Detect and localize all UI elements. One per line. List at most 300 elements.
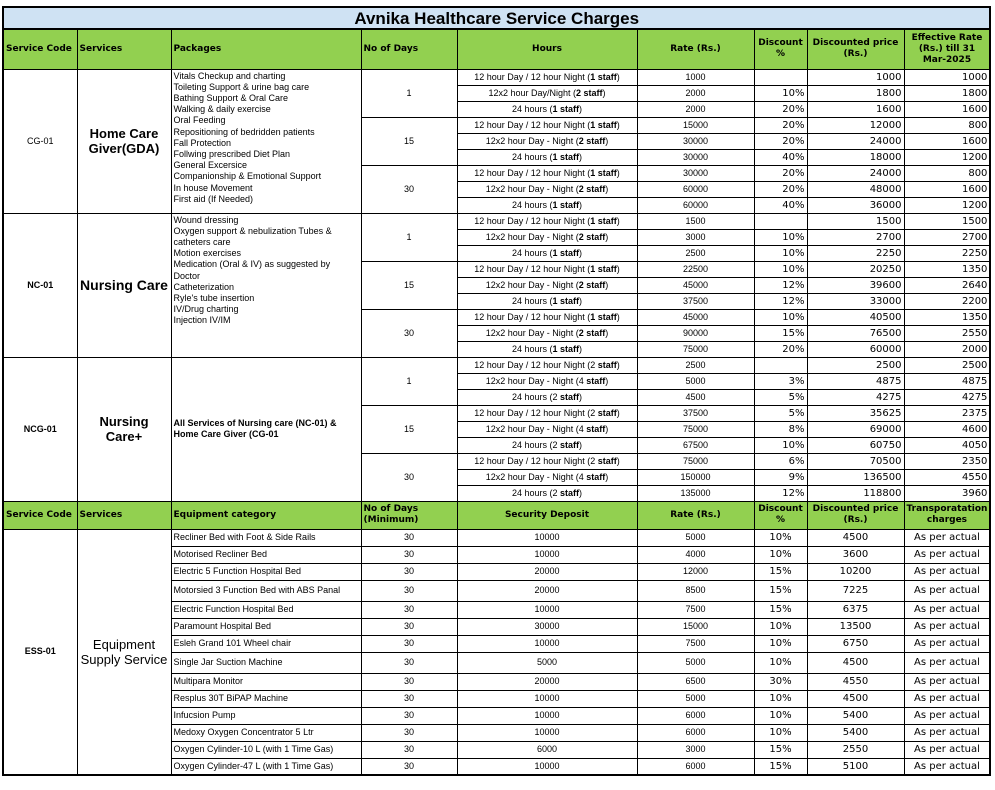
- equipment-category: Oxygen Cylinder-47 L (with 1 Time Gas): [171, 758, 361, 775]
- header-services: Services: [77, 29, 171, 69]
- package-item: Repositioning of bedridden patients: [173, 126, 315, 137]
- min-days: 30: [361, 741, 457, 758]
- hours-option: [457, 245, 637, 261]
- hours-option: [457, 405, 637, 421]
- effective-rate-value: 2000: [904, 341, 990, 357]
- discounted-price-value: 5400: [807, 724, 904, 741]
- header-hours: Hours: [457, 29, 637, 69]
- service-rate-row: [3, 357, 990, 373]
- equipment-category: Esleh Grand 101 Wheel chair: [171, 635, 361, 652]
- staff-label: staff: [583, 135, 606, 146]
- header-rate: Rate (Rs.): [637, 501, 754, 529]
- hours-option: [457, 213, 637, 229]
- header-discount: Discount %: [754, 29, 807, 69]
- min-days: 30: [361, 707, 457, 724]
- package-item: Companionship & Emotional Support: [173, 171, 322, 182]
- staff-label: staff: [583, 183, 606, 194]
- discounted-price-value: 2550: [807, 741, 904, 758]
- staff-count: 1: [590, 215, 596, 226]
- hours-option: [457, 149, 637, 165]
- rate-value: 7500: [637, 601, 754, 618]
- hours-text: 12x2 hour Day - Night (: [485, 279, 579, 290]
- hours-text: 12x2 hour Day - Night (: [485, 327, 579, 338]
- package-item: Oral Feeding: [173, 115, 226, 126]
- discounted-price-value: 33000: [807, 293, 904, 309]
- discount-value: 15%: [754, 741, 807, 758]
- discounted-price-value: 118800: [807, 485, 904, 501]
- staff-label: staff: [583, 279, 606, 290]
- rate-value: 1000: [637, 69, 754, 85]
- discount-value: 10%: [754, 85, 807, 101]
- discounted-price-value: 4275: [807, 389, 904, 405]
- discount-value: [754, 357, 807, 373]
- discount-value: [754, 213, 807, 229]
- min-days: 30: [361, 758, 457, 775]
- hours-close: ): [616, 71, 620, 82]
- package-item: Catheterization: [173, 281, 235, 292]
- transport-charges: As per actual: [904, 758, 990, 775]
- discount-value: 20%: [754, 133, 807, 149]
- equipment-category: Single Jar Suction Machine: [171, 652, 361, 673]
- transport-charges: As per actual: [904, 741, 990, 758]
- discount-value: 10%: [754, 618, 807, 635]
- staff-label: staff: [557, 487, 580, 498]
- hours-close: ): [579, 439, 583, 450]
- rate-value: 2000: [637, 101, 754, 117]
- equipment-category: Resplus 30T BiPAP Machine: [171, 690, 361, 707]
- discount-value: 10%: [754, 529, 807, 546]
- package-item: Ryle's tube insertion: [173, 292, 255, 303]
- effective-rate-value: 4275: [904, 389, 990, 405]
- package-item: In house Movement: [173, 182, 253, 193]
- staff-label: staff: [581, 87, 603, 98]
- hours-option: [457, 181, 637, 197]
- discounted-price-value: 39600: [807, 277, 904, 293]
- staff-label: staff: [595, 263, 617, 274]
- discount-value: 5%: [754, 389, 807, 405]
- no-of-days: 30: [361, 165, 457, 213]
- staff-count: 2: [578, 183, 584, 194]
- equipment-category: Medoxy Oxygen Concentrator 5 Ltr: [171, 724, 361, 741]
- service-name: Nursing Care+: [77, 357, 171, 501]
- min-days: 30: [361, 529, 457, 546]
- hours-text: 12x2 hour Day - Night (4: [485, 375, 584, 386]
- effective-rate-value: 2375: [904, 405, 990, 421]
- no-of-days: 1: [361, 213, 457, 261]
- hours-close: ): [602, 87, 606, 98]
- transport-charges: As per actual: [904, 618, 990, 635]
- min-days: 30: [361, 601, 457, 618]
- rate-value: 5000: [637, 652, 754, 673]
- staff-count: 1: [552, 295, 558, 306]
- discount-value: 9%: [754, 469, 807, 485]
- min-days: 30: [361, 635, 457, 652]
- transport-charges: As per actual: [904, 563, 990, 580]
- discount-value: 10%: [754, 546, 807, 563]
- transport-charges: As per actual: [904, 707, 990, 724]
- staff-label: staff: [583, 423, 606, 434]
- staff-count: 1: [590, 71, 596, 82]
- staff-count: 1: [552, 199, 558, 210]
- effective-rate-value: 2500: [904, 357, 990, 373]
- hours-text: 12x2 hour Day/Night (: [488, 87, 576, 98]
- rate-value: 15000: [637, 618, 754, 635]
- security-deposit: 10000: [457, 529, 637, 546]
- discount-value: 20%: [754, 165, 807, 181]
- rate-value: 45000: [637, 309, 754, 325]
- header-discounted-price: Discounted price (Rs.): [807, 501, 904, 529]
- min-days: 30: [361, 673, 457, 690]
- hours-option: [457, 325, 637, 341]
- rate-value: 6500: [637, 673, 754, 690]
- package-item: IV/Drug charting: [173, 304, 239, 315]
- transport-charges: As per actual: [904, 690, 990, 707]
- discounted-price-value: 20250: [807, 261, 904, 277]
- hours-close: ): [616, 455, 620, 466]
- transport-charges: As per actual: [904, 673, 990, 690]
- hours-text: 24 hours (: [511, 199, 553, 210]
- hours-text: 24 hours (: [511, 151, 553, 162]
- rate-value: 75000: [637, 453, 754, 469]
- discounted-price-value: 4500: [807, 652, 904, 673]
- hours-option: [457, 261, 637, 277]
- equipment-category: Electric Function Hospital Bed: [171, 601, 361, 618]
- service-name: Home Care Giver(GDA): [77, 69, 171, 213]
- effective-rate-value: 4550: [904, 469, 990, 485]
- header-discount: Discount %: [754, 501, 807, 529]
- hours-text: 12 hour Day / 12 hour Night (: [474, 311, 591, 322]
- rate-value: 7500: [637, 635, 754, 652]
- rate-value: 60000: [637, 197, 754, 213]
- header-services: Services: [77, 501, 171, 529]
- header-equipment-category: Equipment category: [171, 501, 361, 529]
- hours-option: [457, 293, 637, 309]
- hours-option: [457, 117, 637, 133]
- discounted-price-value: 18000: [807, 149, 904, 165]
- security-deposit: 10000: [457, 724, 637, 741]
- rate-value: 30000: [637, 165, 754, 181]
- package-item: Medication (Oral & IV) as suggested by Doctor: [173, 259, 331, 281]
- staff-label: staff: [595, 311, 617, 322]
- hours-text: 12 hour Day / 12 hour Night (: [474, 215, 591, 226]
- service-code: NC-01: [3, 213, 77, 357]
- equipment-category: Motorsied 3 Function Bed with ABS Panal: [171, 580, 361, 601]
- discount-value: 20%: [754, 341, 807, 357]
- security-deposit: 30000: [457, 618, 637, 635]
- security-deposit: 10000: [457, 546, 637, 563]
- package-item: Toileting Support & urine bag care: [173, 81, 310, 92]
- discount-value: 20%: [754, 181, 807, 197]
- staff-label: staff: [583, 231, 606, 242]
- rate-value: 37500: [637, 293, 754, 309]
- effective-rate-value: 800: [904, 165, 990, 181]
- hours-option: [457, 341, 637, 357]
- package-item: Injection IV/IM: [173, 315, 231, 326]
- staff-count: 2: [578, 279, 584, 290]
- discounted-price-value: 48000: [807, 181, 904, 197]
- discount-value: 12%: [754, 485, 807, 501]
- hours-option: [457, 309, 637, 325]
- package-item: Wound dressing: [173, 214, 239, 225]
- hours-text: 24 hours (: [511, 295, 553, 306]
- no-of-days: 30: [361, 309, 457, 357]
- transport-charges: As per actual: [904, 601, 990, 618]
- hours-close: ): [605, 231, 609, 242]
- discounted-price-value: 1500: [807, 213, 904, 229]
- hours-option: [457, 437, 637, 453]
- package-list: [171, 69, 361, 213]
- discounted-price-value: 4500: [807, 529, 904, 546]
- rate-value: 3000: [637, 229, 754, 245]
- hours-text: 12 hour Day / 12 hour Night (2: [474, 455, 596, 466]
- discounted-price-value: 1600: [807, 101, 904, 117]
- staff-count: 1: [552, 343, 558, 354]
- equipment-header-row: [3, 501, 990, 529]
- no-of-days: 15: [361, 405, 457, 453]
- staff-count: 1: [590, 119, 596, 130]
- hours-close: ): [579, 343, 583, 354]
- hours-option: [457, 133, 637, 149]
- header-no-of-days: No of Days: [361, 29, 457, 69]
- security-deposit: 10000: [457, 758, 637, 775]
- hours-close: ): [579, 295, 583, 306]
- effective-rate-value: 800: [904, 117, 990, 133]
- staff-label: staff: [557, 247, 580, 258]
- service-code: CG-01: [3, 69, 77, 213]
- staff-count: 2: [578, 231, 584, 242]
- header-rate: Rate (Rs.): [637, 29, 754, 69]
- transport-charges: As per actual: [904, 652, 990, 673]
- package-item: Follwing prescribed Diet Plan: [173, 148, 291, 159]
- hours-text: 24 hours (: [511, 247, 553, 258]
- effective-rate-value: 2550: [904, 325, 990, 341]
- staff-label: staff: [557, 199, 580, 210]
- hours-option: [457, 421, 637, 437]
- hours-close: ): [579, 391, 583, 402]
- discounted-price-value: 2500: [807, 357, 904, 373]
- staff-count: 1: [590, 311, 596, 322]
- rate-value: 30000: [637, 133, 754, 149]
- hours-text: 12 hour Day / 12 hour Night (2: [474, 407, 596, 418]
- transport-charges: As per actual: [904, 546, 990, 563]
- discounted-price-value: 24000: [807, 165, 904, 181]
- staff-count: 1: [552, 103, 558, 114]
- transport-charges: As per actual: [904, 580, 990, 601]
- effective-rate-value: 1600: [904, 181, 990, 197]
- hours-close: ): [605, 327, 609, 338]
- hours-option: [457, 229, 637, 245]
- staff-count: 1: [552, 247, 558, 258]
- effective-rate-value: 1350: [904, 309, 990, 325]
- hours-text: 24 hours (2: [511, 487, 558, 498]
- discount-value: 10%: [754, 635, 807, 652]
- discount-value: 6%: [754, 453, 807, 469]
- header-security-deposit: Security Deposit: [457, 501, 637, 529]
- hours-text: 24 hours (: [511, 103, 553, 114]
- staff-label: staff: [583, 327, 606, 338]
- header-transport-charges: Transporatation charges: [904, 501, 990, 529]
- rate-value: 2500: [637, 357, 754, 373]
- effective-rate-value: 1600: [904, 101, 990, 117]
- discount-value: 3%: [754, 373, 807, 389]
- header-discounted-price: Discounted price (Rs.): [807, 29, 904, 69]
- rate-value: 37500: [637, 405, 754, 421]
- no-of-days: 1: [361, 357, 457, 405]
- discount-value: 40%: [754, 197, 807, 213]
- header-min-days: No of Days (Minimum): [361, 501, 457, 529]
- staff-label: staff: [557, 343, 580, 354]
- rate-value: 4500: [637, 389, 754, 405]
- equipment-category: Multipara Monitor: [171, 673, 361, 690]
- discount-value: 10%: [754, 707, 807, 724]
- hours-option: [457, 373, 637, 389]
- no-of-days: 15: [361, 261, 457, 309]
- min-days: 30: [361, 563, 457, 580]
- min-days: 30: [361, 652, 457, 673]
- hours-close: ): [579, 199, 583, 210]
- hours-text: 12 hour Day / 12 hour Night (2: [474, 359, 596, 370]
- min-days: 30: [361, 546, 457, 563]
- hours-close: ): [605, 183, 609, 194]
- hours-option: [457, 85, 637, 101]
- effective-rate-value: 4050: [904, 437, 990, 453]
- rate-value: 4000: [637, 546, 754, 563]
- discounted-price-value: 60000: [807, 341, 904, 357]
- hours-option: [457, 453, 637, 469]
- discount-value: 10%: [754, 690, 807, 707]
- rate-value: 6000: [637, 707, 754, 724]
- discounted-price-value: 70500: [807, 453, 904, 469]
- no-of-days: 1: [361, 69, 457, 117]
- staff-label: staff: [595, 407, 617, 418]
- effective-rate-value: 1200: [904, 197, 990, 213]
- discount-value: 15%: [754, 758, 807, 775]
- hours-text: 12x2 hour Day - Night (: [485, 231, 579, 242]
- no-of-days: 15: [361, 117, 457, 165]
- rate-value: 2000: [637, 85, 754, 101]
- rate-value: 1500: [637, 213, 754, 229]
- discount-value: 5%: [754, 405, 807, 421]
- package-item: Walking & daily exercise: [173, 104, 271, 115]
- rate-value: 45000: [637, 277, 754, 293]
- effective-rate-value: 3960: [904, 485, 990, 501]
- discount-value: 12%: [754, 293, 807, 309]
- staff-label: staff: [595, 215, 617, 226]
- effective-rate-value: 4600: [904, 421, 990, 437]
- discount-value: [754, 69, 807, 85]
- sheet-title: Avnika Healthcare Service Charges: [3, 7, 990, 29]
- security-deposit: 20000: [457, 563, 637, 580]
- staff-count: 1: [590, 167, 596, 178]
- min-days: 30: [361, 580, 457, 601]
- effective-rate-value: 2700: [904, 229, 990, 245]
- discounted-price-value: 4550: [807, 673, 904, 690]
- equipment-category: Motorised Recliner Bed: [171, 546, 361, 563]
- effective-rate-value: 2250: [904, 245, 990, 261]
- discount-value: 10%: [754, 309, 807, 325]
- rate-value: 3000: [637, 741, 754, 758]
- effective-rate-value: 1200: [904, 149, 990, 165]
- discounted-price-value: 3600: [807, 546, 904, 563]
- security-deposit: 6000: [457, 741, 637, 758]
- service-rate-row: [3, 69, 990, 85]
- hours-text: 24 hours (2: [511, 439, 558, 450]
- rate-value: 75000: [637, 341, 754, 357]
- header-effective-rate: Effective Rate (Rs.) till 31 Mar-2025: [904, 29, 990, 69]
- effective-rate-value: 2350: [904, 453, 990, 469]
- security-deposit: 10000: [457, 601, 637, 618]
- package-summary: All Services of Nursing care (NC-01) & Home Care Giver (CG-01: [171, 357, 361, 501]
- discounted-price-value: 35625: [807, 405, 904, 421]
- hours-close: ): [579, 247, 583, 258]
- staff-label: staff: [557, 439, 580, 450]
- discount-value: 20%: [754, 117, 807, 133]
- discounted-price-value: 4500: [807, 690, 904, 707]
- discount-value: 20%: [754, 101, 807, 117]
- header-packages: Packages: [171, 29, 361, 69]
- hours-option: [457, 485, 637, 501]
- hours-close: ): [605, 135, 609, 146]
- header-service-code: Service Code: [3, 501, 77, 529]
- min-days: 30: [361, 724, 457, 741]
- rate-value: 75000: [637, 421, 754, 437]
- discounted-price-value: 10200: [807, 563, 904, 580]
- service-charges-sheet: [2, 6, 991, 776]
- hours-close: ): [605, 375, 609, 386]
- hours-option: [457, 101, 637, 117]
- discounted-price-value: 7225: [807, 580, 904, 601]
- staff-label: staff: [583, 375, 606, 386]
- hours-option: [457, 165, 637, 181]
- security-deposit: 10000: [457, 707, 637, 724]
- staff-label: staff: [595, 119, 617, 130]
- rate-value: 135000: [637, 485, 754, 501]
- staff-count: 2: [578, 327, 584, 338]
- discounted-price-value: 69000: [807, 421, 904, 437]
- discount-value: 10%: [754, 437, 807, 453]
- effective-rate-value: 2200: [904, 293, 990, 309]
- discount-value: 15%: [754, 601, 807, 618]
- min-days: 30: [361, 690, 457, 707]
- rate-value: 6000: [637, 758, 754, 775]
- package-item: Motion exercises: [173, 248, 242, 259]
- hours-close: ): [616, 311, 620, 322]
- discount-value: 15%: [754, 563, 807, 580]
- staff-label: staff: [595, 167, 617, 178]
- discount-value: 15%: [754, 580, 807, 601]
- transport-charges: As per actual: [904, 724, 990, 741]
- hours-option: [457, 277, 637, 293]
- staff-count: 1: [552, 151, 558, 162]
- package-item: Oxygen support & nebulization Tubes & catheters care: [173, 225, 332, 247]
- discounted-price-value: 5400: [807, 707, 904, 724]
- hours-close: ): [605, 471, 609, 482]
- hours-text: 12x2 hour Day - Night (4: [485, 471, 584, 482]
- staff-label: staff: [583, 471, 606, 482]
- hours-close: ): [579, 103, 583, 114]
- discount-value: 10%: [754, 724, 807, 741]
- discounted-price-value: 76500: [807, 325, 904, 341]
- staff-label: staff: [595, 71, 617, 82]
- security-deposit: 10000: [457, 690, 637, 707]
- hours-option: [457, 357, 637, 373]
- discounted-price-value: 13500: [807, 618, 904, 635]
- staff-label: staff: [557, 103, 580, 114]
- rate-value: 15000: [637, 117, 754, 133]
- package-item: General Excersice: [173, 160, 248, 171]
- hours-text: 24 hours (: [511, 343, 553, 354]
- staff-label: staff: [557, 295, 580, 306]
